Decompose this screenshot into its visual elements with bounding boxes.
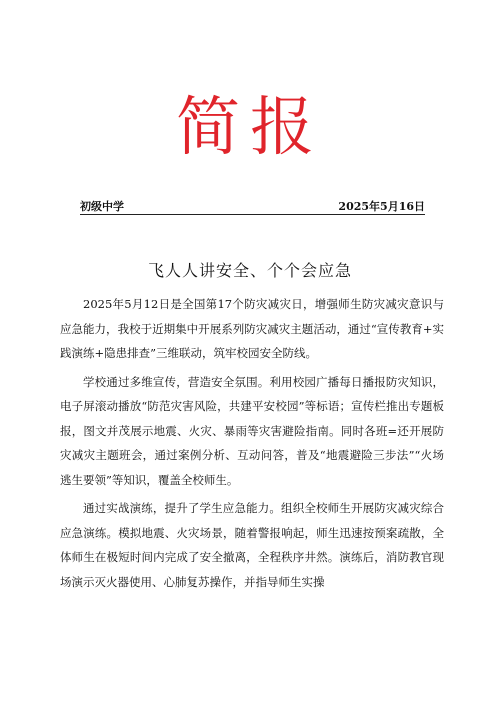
masthead-title: 简报 (176, 91, 324, 165)
article-body (60, 292, 444, 598)
meta-row (80, 198, 425, 214)
article-paragraph: 通过实战演练，提升了学生应急能力。组织全校师生开展防灾减灾综合应急演练。模拟地震、火灾场景，随着警报响起，师生迅速按预案疏散，全体师生在极短时间内完成了安全撤离，全程秩序井然。演练后，消防教官现场演示灭火器使用、心肺复苏操作，并指导师生实操 (60, 501, 444, 589)
issue-date: 2025年5月16日 (338, 200, 425, 213)
article-paragraph: 2025年5月12日是全国第17个防灾减灾日，增强师生防灾减灾意识与应急能力，我校于近期集中开展系列防灾减灾主题活动，通过“宣传教育+实践演练+隐患排查”三维联动，筑牢校园安全防线。 (60, 297, 444, 360)
organization-name: 初级中学 (80, 200, 124, 213)
article-paragraph: 学校通过多维宣传，营造安全氛围。利用校园广播每日播报防灾知识，电子屏滚动播放“防范灾害风险，共建平安校园”等标语；宣传栏推出专题板报，图文并茂展示地震、火灾、暴雨等灾害避险指南。同时各班=还开展防灾减灾主题班会，通过案例分析、互动问答，普及“地震避险三步法”“火场逃生要领”等知识，覆盖全校师生。 (60, 374, 444, 487)
header-rule (80, 214, 425, 215)
article-title: 飞人人讲安全、个个会应急 (147, 261, 352, 280)
